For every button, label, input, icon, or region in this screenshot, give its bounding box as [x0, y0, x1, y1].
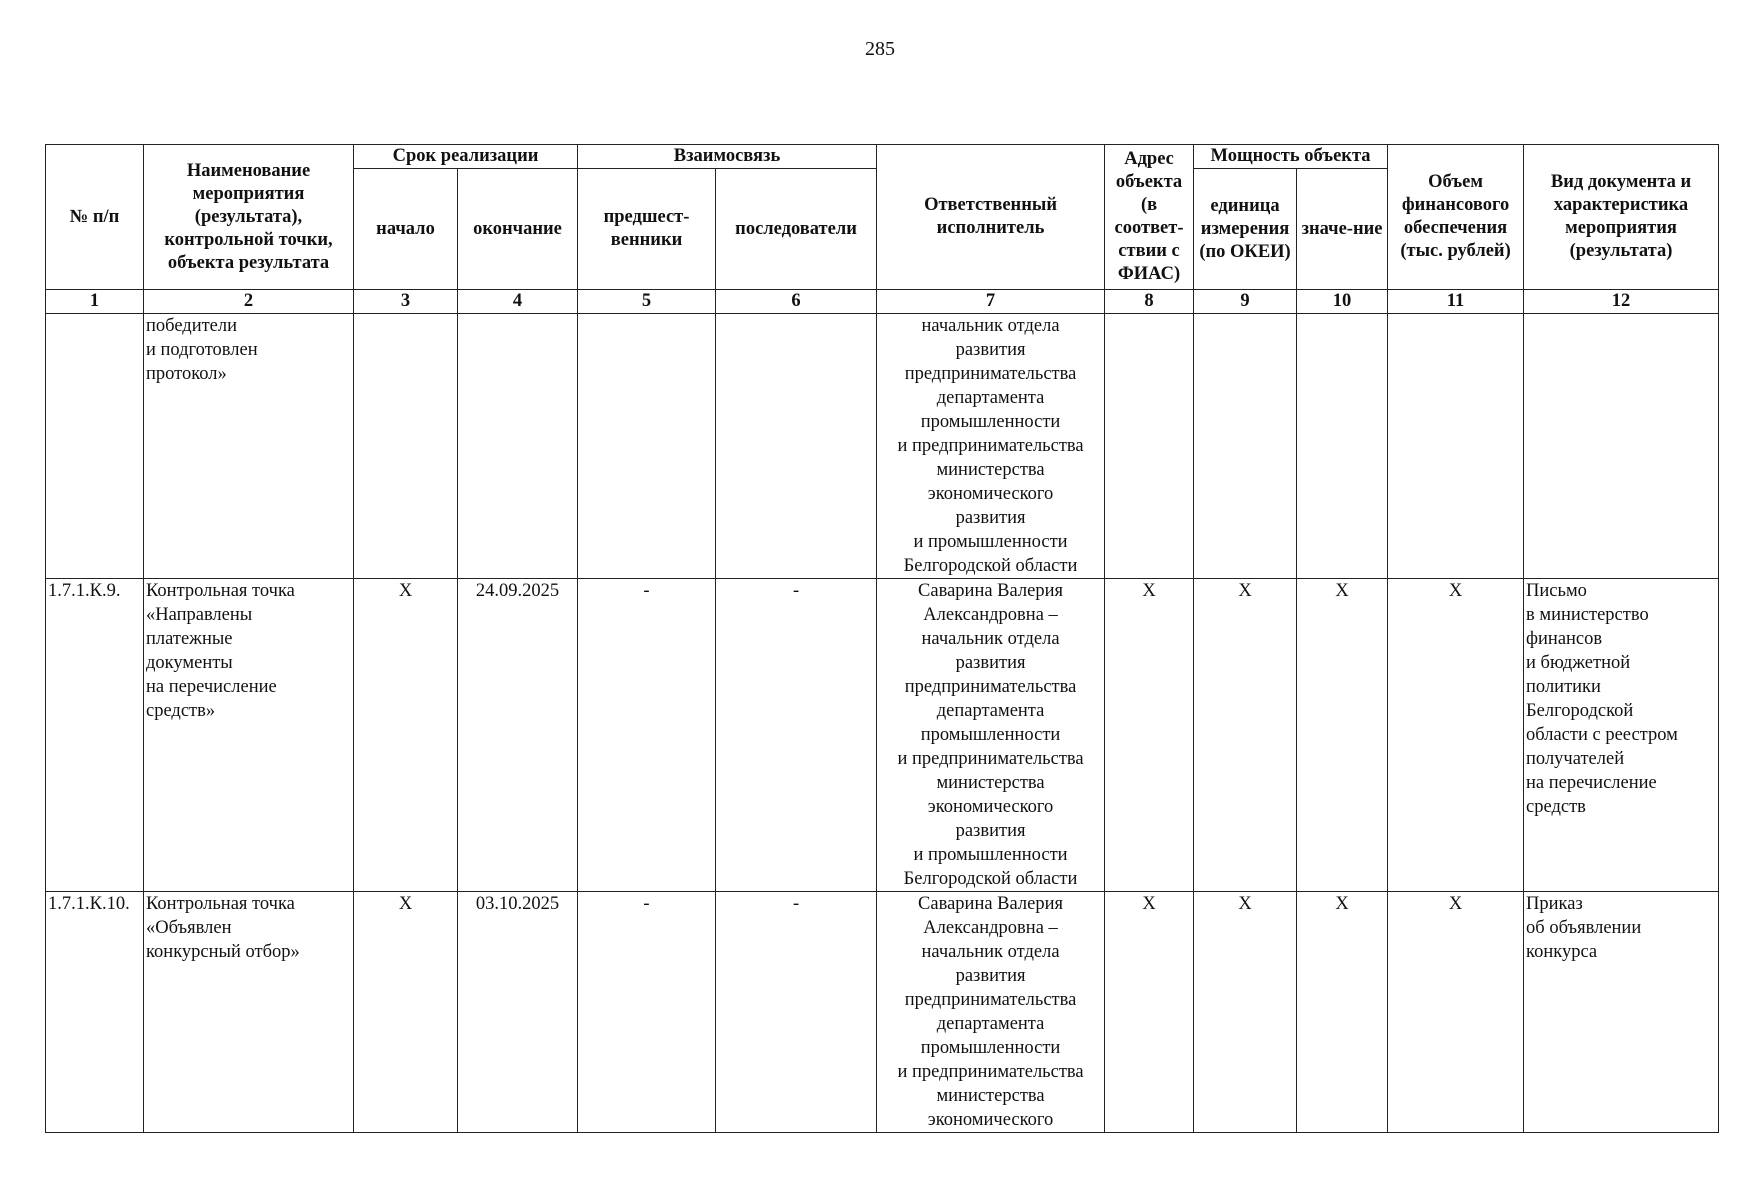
cell-text-line: области с реестром [1526, 725, 1678, 745]
cell-text-line: развития [955, 653, 1026, 673]
table-row [46, 579, 1719, 892]
column-number: 11 [1388, 290, 1524, 314]
cell-responsible [877, 579, 1105, 892]
cell-financing: X [1388, 579, 1524, 892]
cell-text-line: начальник отдела [921, 942, 1060, 962]
cell-text-line: промышленности [920, 412, 1061, 432]
cell-successors: - [716, 892, 877, 1133]
cell-unit [1194, 314, 1297, 579]
cell-text-line: Контрольная точка [146, 581, 295, 601]
cell-text-line: средств [1526, 797, 1586, 817]
header-document: Вид документа и характеристика мероприятия (результата) [1524, 145, 1719, 290]
cell-value [1297, 314, 1388, 579]
cell-text-line: начальник отдела [921, 316, 1060, 336]
cell-text-line: конкурсный отбор» [146, 942, 300, 962]
cell-text-line: Саварина Валерия [918, 581, 1064, 601]
cell-text-line: Александровна – [923, 605, 1058, 625]
cell-text-line: Приказ [1526, 894, 1583, 914]
header-predecessors: предшест-венники [578, 169, 716, 290]
cell-document [1524, 579, 1719, 892]
header-num: № п/п [46, 145, 144, 290]
cell-text-line: получателей [1526, 749, 1625, 769]
cell-end: 24.09.2025 [458, 579, 578, 892]
cell-unit: X [1194, 579, 1297, 892]
cell-text-line: Саварина Валерия [918, 894, 1064, 914]
cell-end [458, 314, 578, 579]
cell-num: 1.7.1.К.9. [46, 579, 144, 892]
cell-text-line: начальник отдела [921, 629, 1060, 649]
column-number: 8 [1105, 290, 1194, 314]
cell-text-line: предпринимательства [904, 990, 1077, 1010]
column-number: 6 [716, 290, 877, 314]
column-number: 12 [1524, 290, 1719, 314]
cell-text-line: платежные [146, 629, 233, 649]
cell-successors: - [716, 579, 877, 892]
cell-address [1105, 314, 1194, 579]
cell-num [46, 314, 144, 579]
cell-text-line: и предпринимательства [897, 1062, 1084, 1082]
column-number: 7 [877, 290, 1105, 314]
header-row-top [46, 145, 1719, 169]
cell-text-line: и промышленности [913, 845, 1068, 865]
cell-text-line: документы [146, 653, 233, 673]
header-value: значе-ние [1297, 169, 1388, 290]
cell-text-line: экономического [927, 484, 1054, 504]
cell-text-line: департамента [936, 388, 1045, 408]
cell-document [1524, 314, 1719, 579]
cell-text-line: экономического [927, 797, 1054, 817]
cell-text-line: и бюджетной [1526, 653, 1631, 673]
header-address: Адрес объекта (в соответ-ствии с ФИАС) [1105, 145, 1194, 290]
cell-text-line: Контрольная точка [146, 894, 295, 914]
cell-text-line: Письмо [1526, 581, 1587, 601]
cell-text-line: и предпринимательства [897, 749, 1084, 769]
cell-value: X [1297, 892, 1388, 1133]
column-number: 5 [578, 290, 716, 314]
cell-text-line: и предпринимательства [897, 436, 1084, 456]
cell-name [144, 314, 354, 579]
cell-text-line: на перечисление [1526, 773, 1657, 793]
cell-text-line: об объявлении [1526, 918, 1642, 938]
cell-text-line: развития [955, 966, 1026, 986]
page-number: 285 [865, 38, 895, 60]
cell-name [144, 892, 354, 1133]
cell-text-line: департамента [936, 1014, 1045, 1034]
implementation-plan-table [45, 144, 1719, 1133]
cell-num: 1.7.1.К.10. [46, 892, 144, 1133]
header-group-term: Срок реализации [354, 145, 578, 169]
column-number-row [46, 290, 1719, 314]
cell-unit: X [1194, 892, 1297, 1133]
cell-name [144, 579, 354, 892]
cell-text-line: политики [1526, 677, 1601, 697]
cell-text-line: министерства [936, 1086, 1045, 1106]
cell-text-line: финансов [1526, 629, 1603, 649]
header-successors: последователи [716, 169, 877, 290]
cell-text-line: победители [146, 316, 238, 336]
header-end: окончание [458, 169, 578, 290]
cell-responsible [877, 892, 1105, 1133]
cell-predecessors: - [578, 579, 716, 892]
cell-address: X [1105, 579, 1194, 892]
cell-start: X [354, 579, 458, 892]
cell-text-line: в министерство [1526, 605, 1649, 625]
cell-successors [716, 314, 877, 579]
cell-text-line: протокол» [146, 364, 227, 384]
cell-text-line: Александровна – [923, 918, 1058, 938]
cell-text-line: департамента [936, 701, 1045, 721]
cell-text-line: «Направлены [146, 605, 253, 625]
cell-address: X [1105, 892, 1194, 1133]
column-number: 3 [354, 290, 458, 314]
cell-text-line: и подготовлен [146, 340, 258, 360]
header-group-capacity: Мощность объекта [1194, 145, 1388, 169]
header-unit: единица измерения (по ОКЕИ) [1194, 169, 1297, 290]
cell-text-line: развития [955, 508, 1026, 528]
cell-text-line: на перечисление [146, 677, 277, 697]
cell-start: X [354, 892, 458, 1133]
table-row [46, 314, 1719, 579]
cell-text-line: Белгородской области [903, 869, 1078, 889]
column-number: 10 [1297, 290, 1388, 314]
cell-text-line: Белгородской [1526, 701, 1634, 721]
column-number: 2 [144, 290, 354, 314]
cell-text-line: экономического [927, 1110, 1054, 1130]
cell-text-line: конкурса [1526, 942, 1598, 962]
cell-text-line: министерства [936, 460, 1045, 480]
cell-responsible [877, 314, 1105, 579]
cell-value: X [1297, 579, 1388, 892]
cell-text-line: предпринимательства [904, 364, 1077, 384]
cell-text-line: предпринимательства [904, 677, 1077, 697]
cell-text-line: развития [955, 340, 1026, 360]
cell-text-line: средств» [146, 701, 216, 721]
header-name: Наименование мероприятия (результата), контрольной точки, объекта результата [144, 145, 354, 290]
table-row [46, 892, 1719, 1133]
cell-text-line: промышленности [920, 725, 1061, 745]
cell-predecessors [578, 314, 716, 579]
cell-predecessors: - [578, 892, 716, 1133]
header-group-link: Взаимосвязь [578, 145, 877, 169]
cell-document [1524, 892, 1719, 1133]
cell-end: 03.10.2025 [458, 892, 578, 1133]
cell-text-line: и промышленности [913, 532, 1068, 552]
header-financing: Объем финансового обеспечения (тыс. рублей) [1388, 145, 1524, 290]
cell-text-line: развития [955, 821, 1026, 841]
cell-financing [1388, 314, 1524, 579]
header-responsible: Ответственный исполнитель [877, 145, 1105, 290]
cell-text-line: «Объявлен [146, 918, 232, 938]
column-number: 9 [1194, 290, 1297, 314]
cell-text-line: Белгородской области [903, 556, 1078, 576]
cell-text-line: промышленности [920, 1038, 1061, 1058]
header-start: начало [354, 169, 458, 290]
cell-start [354, 314, 458, 579]
column-number: 4 [458, 290, 578, 314]
column-number: 1 [46, 290, 144, 314]
cell-text-line: министерства [936, 773, 1045, 793]
cell-financing: X [1388, 892, 1524, 1133]
